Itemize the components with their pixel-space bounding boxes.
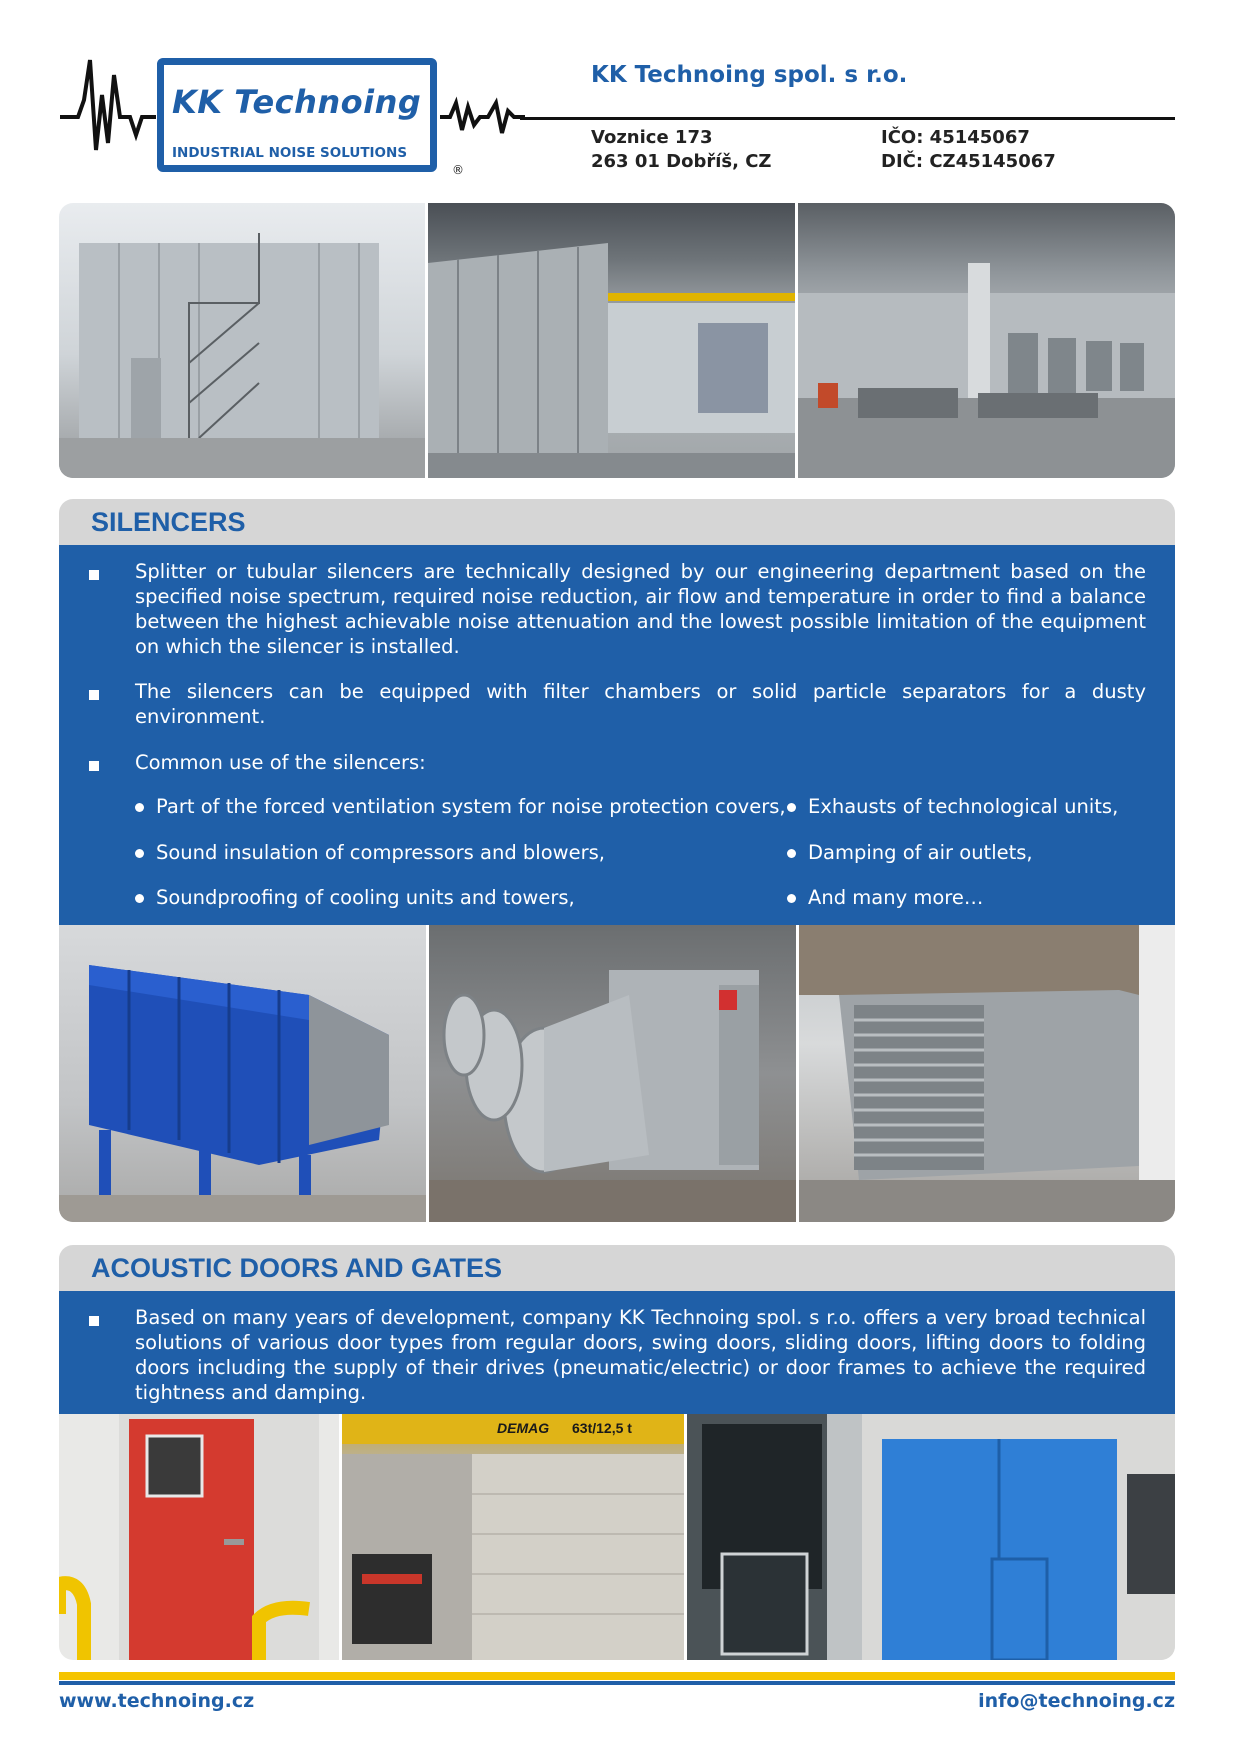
hall-photo-strip xyxy=(59,203,1175,478)
doors-header xyxy=(59,1245,1175,1291)
photo-tubular-silencers xyxy=(429,925,799,1222)
bullet-square xyxy=(89,761,99,771)
use-item: Part of the forced ventilation system for noise protection covers, xyxy=(135,795,786,818)
bullet-square xyxy=(89,570,99,580)
crane-brand-label: DEMAG xyxy=(497,1420,550,1436)
photo-enclosure-with-stairs xyxy=(59,203,428,478)
company-address xyxy=(591,126,771,174)
bullet-square xyxy=(89,690,99,700)
bullet-dot xyxy=(135,803,144,812)
address-street: Voznice 173 xyxy=(591,127,713,148)
logo xyxy=(157,58,437,172)
bullet-dot xyxy=(787,849,796,858)
bullet-square xyxy=(89,1316,99,1326)
doors-paragraph: Based on many years of development, company KK Technoing spol. s r.o. offers a very broad technical solutions of various door types from regular doors, swing doors, sliding doors, lifting doors to folding doors including the supply of their drives (pneumatic/electric) or door frames to achieve the required tightness and damping. xyxy=(135,1306,1146,1404)
photo-lifting-gate xyxy=(342,1414,687,1660)
photo-enclosure-hall xyxy=(428,203,798,478)
photo-dark-and-blue-gates xyxy=(687,1414,1175,1660)
registered-mark: ® xyxy=(452,163,464,177)
silencers-paragraph-3: Common use of the silencers: xyxy=(135,751,426,774)
bullet-dot xyxy=(787,803,796,812)
silencers-body xyxy=(59,545,1175,925)
address-city: 263 01 Dobříš, CZ xyxy=(591,151,772,172)
silencers-header xyxy=(59,499,1175,545)
use-item: Damping of air outlets, xyxy=(787,841,1033,864)
use-item: Sound insulation of compressors and blowers, xyxy=(135,841,605,864)
footer-website-link[interactable]: www.technoing.cz xyxy=(59,1690,255,1712)
use-item: Exhausts of technological units, xyxy=(787,795,1118,818)
silencers-paragraph-2: The silencers can be equipped with filter chambers or solid particle separators for a dusty environment. xyxy=(135,680,1146,728)
footer-blue-stripe xyxy=(59,1681,1175,1685)
doors-title: ACOUSTIC DOORS AND GATES xyxy=(91,1253,503,1283)
header-divider xyxy=(520,117,1175,120)
footer-email-link[interactable]: info@technoing.cz xyxy=(978,1690,1175,1712)
logo-tagline: INDUSTRIAL NOISE SOLUTIONS xyxy=(172,145,408,161)
crane-capacity-label: 63t/12,5 t xyxy=(572,1420,632,1436)
use-item: And many more… xyxy=(787,886,983,909)
silencer-photo-strip xyxy=(59,925,1175,1222)
doors-body xyxy=(59,1291,1175,1414)
photo-production-line xyxy=(798,203,1175,478)
photo-red-door xyxy=(59,1414,342,1660)
bullet-dot xyxy=(787,894,796,903)
footer-yellow-stripe xyxy=(59,1672,1175,1680)
photo-louvre-silencer xyxy=(799,925,1175,1222)
photo-blue-silencer xyxy=(59,925,429,1222)
company-name: KK Technoing spol. s r.o. xyxy=(591,62,908,88)
use-item: Soundproofing of cooling units and towers, xyxy=(135,886,575,909)
company-ids xyxy=(881,126,1056,174)
bullet-dot xyxy=(135,849,144,858)
logo-name: KK Technoing xyxy=(172,83,422,121)
company-dic: DIČ: CZ45145067 xyxy=(881,151,1056,172)
silencers-paragraph-1: Splitter or tubular silencers are technically designed by our engineering department based on the specified noise spectrum, required noise reduction, air flow and temperature in order to find a balance between the highest achievable noise attenuation and the lowest possible limitation of the equipment on which the silencer is installed. xyxy=(135,560,1146,658)
bullet-dot xyxy=(135,894,144,903)
company-ico: IČO: 45145067 xyxy=(881,127,1030,148)
silencers-title: SILENCERS xyxy=(91,507,246,537)
doors-photo-strip xyxy=(59,1414,1175,1660)
